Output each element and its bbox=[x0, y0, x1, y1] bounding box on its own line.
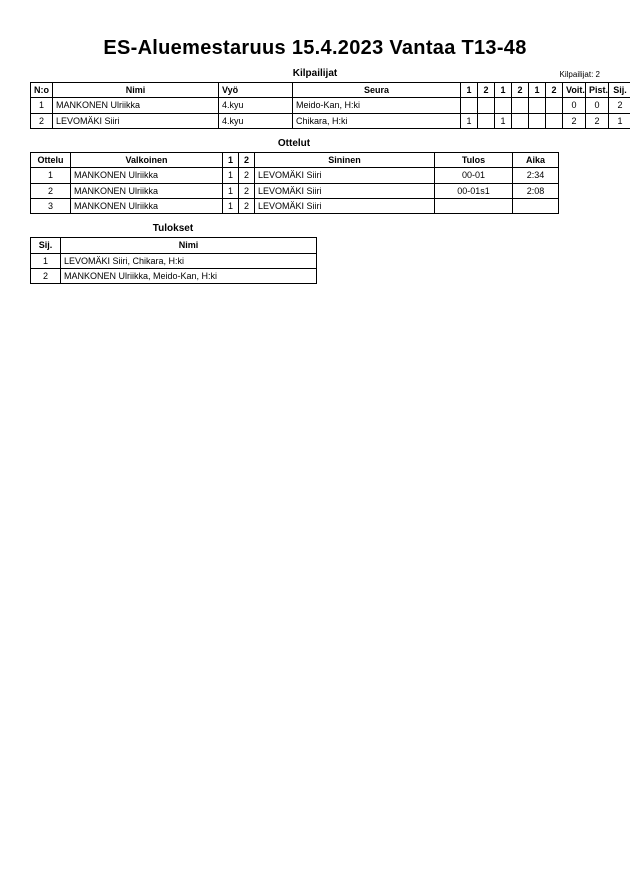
header-time: Aika bbox=[513, 153, 559, 168]
header-p3: 1 bbox=[495, 83, 512, 98]
cell-no: 1 bbox=[31, 98, 53, 113]
header-belt: Vyö bbox=[219, 83, 293, 98]
cell-blue-score: 2 bbox=[239, 199, 255, 214]
header-blue: Sininen bbox=[255, 153, 435, 168]
cell-match-no: 3 bbox=[31, 199, 71, 214]
cell-belt: 4.kyu bbox=[219, 113, 293, 128]
cell-match-no: 1 bbox=[31, 168, 71, 183]
table-row bbox=[31, 183, 559, 198]
table-row bbox=[31, 98, 630, 113]
cell-p3 bbox=[495, 98, 512, 113]
cell-blue: LEVOMÄKI Siiri bbox=[255, 199, 435, 214]
cell-p4 bbox=[512, 98, 529, 113]
table-row bbox=[31, 269, 317, 284]
cell-p1 bbox=[461, 98, 478, 113]
cell-white: MANKONEN Ulriikka bbox=[71, 183, 223, 198]
header-wins: Voit. bbox=[563, 83, 586, 98]
cell-points: 0 bbox=[586, 98, 609, 113]
cell-rank: 1 bbox=[609, 113, 630, 128]
table-row bbox=[31, 199, 559, 214]
cell-p3: 1 bbox=[495, 113, 512, 128]
cell-wins: 2 bbox=[563, 113, 586, 128]
header-result: Tulos bbox=[435, 153, 513, 168]
cell-no: 2 bbox=[31, 113, 53, 128]
cell-result-name: MANKONEN Ulriikka, Meido-Kan, H:ki bbox=[61, 269, 317, 284]
cell-p2 bbox=[478, 113, 495, 128]
competitors-table bbox=[30, 82, 630, 129]
cell-p5 bbox=[529, 113, 546, 128]
cell-result: 00-01s1 bbox=[435, 183, 513, 198]
header-blue-score: 2 bbox=[239, 153, 255, 168]
header-club: Seura bbox=[293, 83, 461, 98]
page-title: ES-Aluemestaruus 15.4.2023 Vantaa T13-48 bbox=[103, 37, 527, 59]
cell-p4 bbox=[512, 113, 529, 128]
cell-time: 2:34 bbox=[513, 168, 559, 183]
cell-name: MANKONEN Ulriikka bbox=[53, 98, 219, 113]
cell-blue: LEVOMÄKI Siiri bbox=[255, 183, 435, 198]
cell-rank: 2 bbox=[609, 98, 630, 113]
header-white-score: 1 bbox=[223, 153, 239, 168]
cell-club: Meido-Kan, H:ki bbox=[293, 98, 461, 113]
header-p5: 1 bbox=[529, 83, 546, 98]
table-header-row bbox=[31, 153, 559, 168]
matches-table bbox=[30, 152, 559, 214]
cell-p1: 1 bbox=[461, 113, 478, 128]
table-row bbox=[31, 253, 317, 268]
header-rank: Sij. bbox=[609, 83, 630, 98]
cell-time bbox=[513, 199, 559, 214]
cell-white-score: 1 bbox=[223, 183, 239, 198]
cell-wins: 0 bbox=[563, 98, 586, 113]
cell-blue: LEVOMÄKI Siiri bbox=[255, 168, 435, 183]
header-match-no: Ottelu bbox=[31, 153, 71, 168]
cell-white: MANKONEN Ulriikka bbox=[71, 199, 223, 214]
cell-name: LEVOMÄKI Siiri bbox=[53, 113, 219, 128]
cell-match-no: 2 bbox=[31, 183, 71, 198]
matches-section bbox=[30, 152, 630, 214]
table-header-row bbox=[31, 238, 317, 253]
cell-result-rank: 2 bbox=[31, 269, 61, 284]
results-table bbox=[30, 237, 317, 284]
competitor-count: Kilpailijat: 2 bbox=[559, 70, 600, 79]
cell-blue-score: 2 bbox=[239, 183, 255, 198]
cell-white-score: 1 bbox=[223, 168, 239, 183]
table-row bbox=[31, 168, 559, 183]
cell-p6 bbox=[546, 113, 563, 128]
results-section bbox=[30, 237, 630, 284]
header-p6: 2 bbox=[546, 83, 563, 98]
cell-points: 2 bbox=[586, 113, 609, 128]
header-points: Pist. bbox=[586, 83, 609, 98]
header-result-name: Nimi bbox=[61, 238, 317, 253]
cell-white: MANKONEN Ulriikka bbox=[71, 168, 223, 183]
table-row bbox=[31, 113, 630, 128]
cell-time: 2:08 bbox=[513, 183, 559, 198]
cell-white-score: 1 bbox=[223, 199, 239, 214]
matches-caption: Ottelut bbox=[277, 138, 311, 150]
cell-belt: 4.kyu bbox=[219, 98, 293, 113]
header-p2: 2 bbox=[478, 83, 495, 98]
cell-p5 bbox=[529, 98, 546, 113]
header-white: Valkoinen bbox=[71, 153, 223, 168]
header-no: N:o bbox=[31, 83, 53, 98]
table-header-row bbox=[31, 83, 630, 98]
cell-result bbox=[435, 199, 513, 214]
results-caption: Tulokset bbox=[152, 223, 194, 235]
cell-blue-score: 2 bbox=[239, 168, 255, 183]
header-p1: 1 bbox=[461, 83, 478, 98]
cell-club: Chikara, H:ki bbox=[293, 113, 461, 128]
cell-result-rank: 1 bbox=[31, 253, 61, 268]
cell-p6 bbox=[546, 98, 563, 113]
cell-result: 00-01 bbox=[435, 168, 513, 183]
competitors-caption: Kilpailijat bbox=[292, 68, 338, 79]
cell-p2 bbox=[478, 98, 495, 113]
header-name: Nimi bbox=[53, 83, 219, 98]
header-result-rank: Sij. bbox=[31, 238, 61, 253]
cell-result-name: LEVOMÄKI Siiri, Chikara, H:ki bbox=[61, 253, 317, 268]
header-p4: 2 bbox=[512, 83, 529, 98]
